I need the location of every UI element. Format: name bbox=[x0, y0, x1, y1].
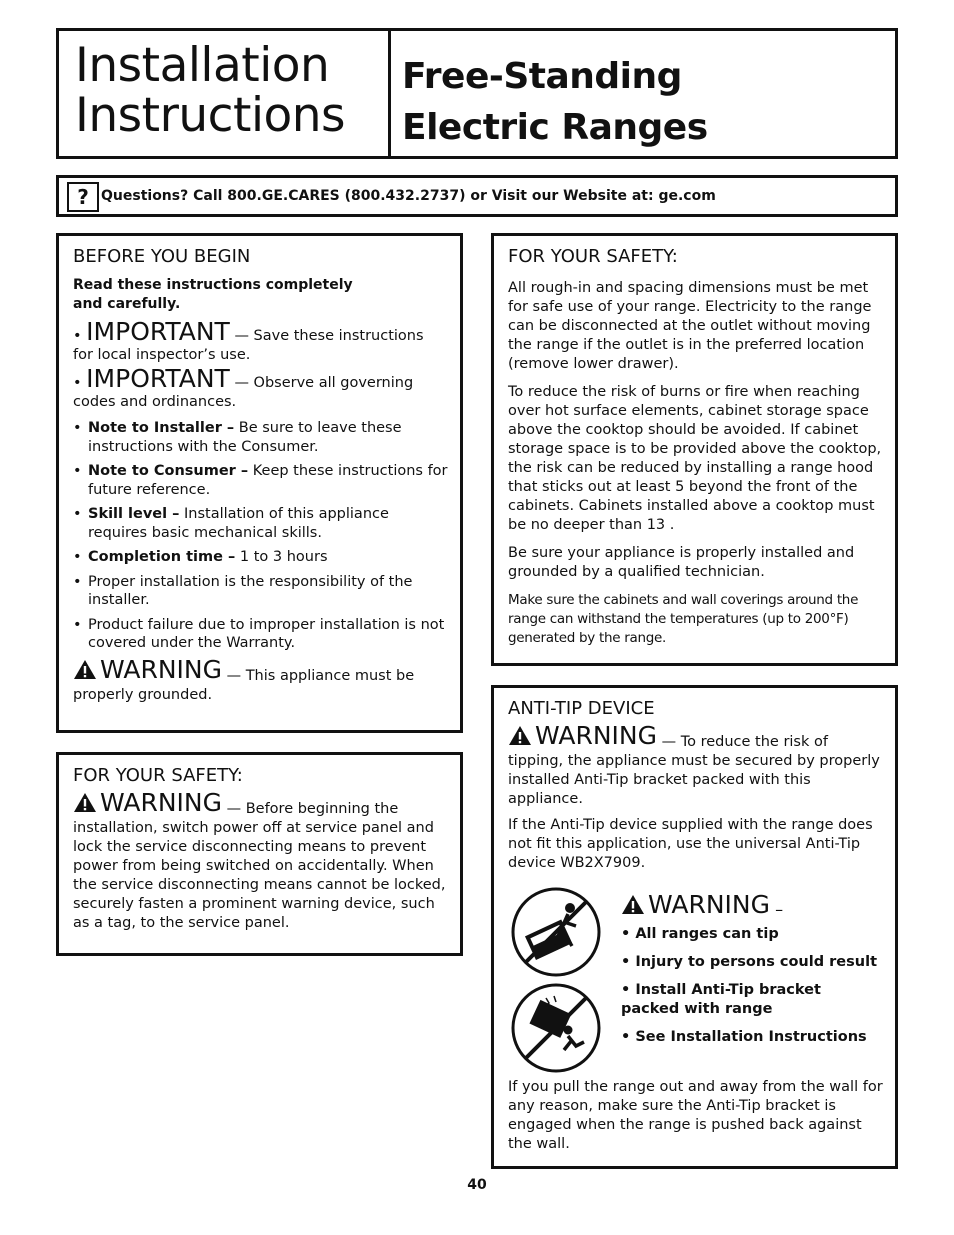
anti-tip-warning-text: — To reduce the risk of tipping, the appliance must be secured by properly installed Anti-Tip bracket packed with this appliance. bbox=[508, 734, 880, 807]
safety-left-box bbox=[56, 752, 463, 956]
before-you-begin-box bbox=[56, 233, 463, 733]
important-2-label: IMPORTANT bbox=[86, 364, 230, 393]
before-item-label: Skill level – bbox=[88, 506, 180, 522]
before-item-label: Note to Consumer – bbox=[88, 463, 249, 479]
before-heading: BEFORE YOU BEGIN bbox=[73, 246, 251, 267]
before-item-text: 1 to 3 hours bbox=[235, 549, 328, 565]
before-item-label: Completion time – bbox=[88, 549, 236, 565]
before-warning bbox=[73, 654, 448, 705]
warning-triangle-icon bbox=[73, 659, 97, 680]
range-tipping-icon bbox=[510, 886, 602, 978]
tip-warning-dash: – bbox=[775, 900, 784, 919]
tip-item: • Injury to persons could result bbox=[621, 954, 877, 970]
header-box bbox=[56, 28, 898, 159]
important-1-label: IMPORTANT bbox=[86, 317, 230, 346]
page-title bbox=[75, 38, 346, 143]
anti-tip-warning bbox=[508, 721, 883, 809]
warning-label: WARNING bbox=[73, 659, 222, 680]
before-list-item bbox=[73, 616, 448, 653]
safety-left-warning-text: — Before beginning the installation, switch power off at service panel and lock the service disconnecting means to prevent power from being switched on accidentally. When the service disconnecting means cannot be locked, securely fasten a prominent warning device, such as a tag, to the service panel. bbox=[73, 801, 446, 931]
header-divider bbox=[388, 31, 391, 156]
warning-triangle-icon bbox=[621, 894, 645, 915]
tip-warning-header bbox=[621, 890, 883, 919]
important-2-text: — Observe all governing codes and ordinances. bbox=[73, 375, 414, 410]
before-item-text: Be sure to leave these instructions with the Consumer. bbox=[88, 420, 402, 455]
anti-tip-p2: If you pull the range out and away from the wall for any reason, make sure the Anti-Tip bracket is engaged when the range is pushed back against the wall. bbox=[508, 1079, 883, 1152]
anti-tip-p1: If the Anti-Tip device supplied with the range does not fit this application, use the universal Anti-Tip device WB2X7909. bbox=[508, 817, 873, 871]
before-list-item bbox=[73, 462, 448, 499]
warning-label: WARNING bbox=[73, 792, 222, 813]
anti-tip-heading: ANTI-TIP DEVICE bbox=[508, 698, 655, 719]
before-item-text: Product failure due to improper installation is not covered under the Warranty. bbox=[88, 616, 445, 651]
safety-right-p3: Be sure your appliance is properly installed and grounded by a qualified technician. bbox=[508, 545, 855, 580]
before-list-item bbox=[73, 419, 448, 456]
tip-items bbox=[621, 925, 883, 1047]
subtitle-line-1: Free-Standing bbox=[402, 56, 682, 97]
title-line-2: Instructions bbox=[75, 88, 346, 143]
question-icon: ? bbox=[67, 182, 99, 212]
tip-item: • See Installation Instructions bbox=[621, 1029, 867, 1045]
important-1: • IMPORTANT — Save these instructions for local inspector’s use. bbox=[73, 317, 424, 363]
safety-right-p1: All rough-in and spacing dimensions must be met for safe use of your range. Electricity to the range can be disconnected at the outlet without moving the range if the outlet is in the preferred location (remove lower drawer). bbox=[508, 280, 872, 372]
before-item-text: Proper installation is the responsibility of the installer. bbox=[88, 573, 413, 608]
safety-right-heading: FOR YOUR SAFETY: bbox=[508, 246, 678, 267]
safety-left-heading: FOR YOUR SAFETY: bbox=[73, 765, 243, 786]
safety-right-box bbox=[491, 233, 898, 666]
safety-right-p4: Make sure the cabinets and wall coverings around the range can withstand the temperatures (up to 200°F) generated by the range. bbox=[508, 592, 859, 646]
before-list bbox=[73, 419, 448, 653]
tip-item: • Install Anti-Tip bracket packed with range bbox=[621, 982, 821, 1017]
title-line-1: Installation bbox=[75, 38, 330, 93]
before-item-text: Installation of this appliance requires basic mechanical skills. bbox=[88, 506, 389, 541]
subtitle-line-2: Electric Ranges bbox=[402, 107, 708, 148]
warning-triangle-icon bbox=[73, 792, 97, 813]
safety-left-warning bbox=[73, 788, 448, 933]
before-list-item bbox=[73, 505, 448, 542]
important-1-text: — Save these instructions for local inspector’s use. bbox=[73, 328, 424, 363]
anti-tip-box bbox=[491, 685, 898, 1169]
warning-triangle-icon bbox=[508, 725, 532, 746]
warning-label: WARNING bbox=[621, 890, 770, 919]
important-2: • IMPORTANT — Observe all governing codes and ordinances. bbox=[73, 364, 414, 410]
before-list-item bbox=[73, 573, 448, 610]
warning-label: WARNING bbox=[508, 725, 657, 746]
before-list-item bbox=[73, 548, 448, 567]
person-under-range-icon bbox=[510, 982, 602, 1074]
page-subtitle bbox=[402, 51, 708, 153]
questions-text: Questions? Call 800.GE.CARES (800.432.2737) or Visit our Website at: ge.com bbox=[101, 188, 716, 204]
tip-warning-list bbox=[621, 890, 883, 1056]
before-warning-text: — This appliance must be properly grounded. bbox=[73, 667, 415, 703]
before-item-text: Keep these instructions for future reference. bbox=[88, 463, 448, 498]
before-item-label: Note to Installer – bbox=[88, 420, 235, 436]
questions-bar bbox=[56, 175, 898, 217]
safety-right-p2: To reduce the risk of burns or fire when reaching over hot surface elements, cabinet storage space above the cooktop should be avoided. If cabinet storage space is to be provided above the cooktop, the risk can be reduced by installing a range hood that sticks out at least 5 beyond the front of the cabinets. Cabinets installed above a cooktop must be no deeper than 13 . bbox=[508, 384, 882, 533]
tip-item: • All ranges can tip bbox=[621, 926, 779, 942]
page-number: 40 bbox=[467, 1177, 487, 1193]
before-intro: Read these instructions completely and carefully. bbox=[73, 277, 353, 312]
